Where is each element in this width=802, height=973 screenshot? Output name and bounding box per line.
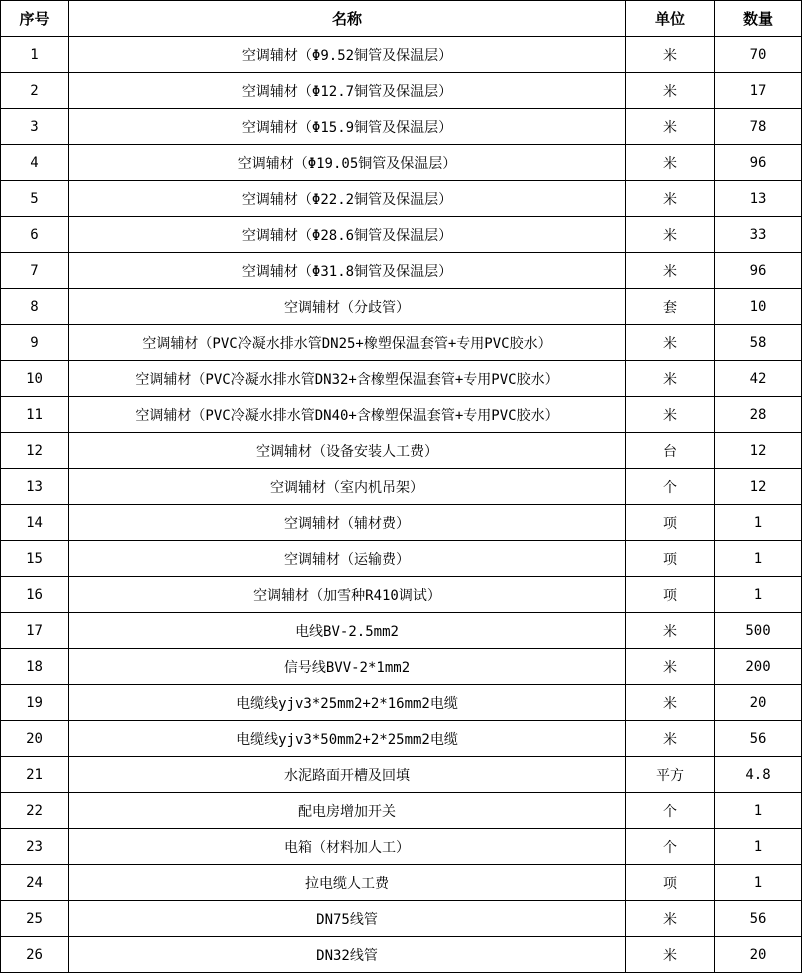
table-row [1,37,802,73]
row-number-cell: 22 [1,793,69,829]
row-number-cell: 7 [1,253,69,289]
item-name-cell: 空调辅材（Φ22.2铜管及保温层） [69,181,626,217]
item-name-cell: DN75线管 [69,901,626,937]
table-row [1,577,802,613]
row-number-cell: 6 [1,217,69,253]
table-row [1,613,802,649]
quantity-cell: 13 [715,181,802,217]
row-number-cell: 10 [1,361,69,397]
quantity-cell: 58 [715,325,802,361]
table-row [1,361,802,397]
unit-cell: 米 [626,721,715,757]
row-number-cell: 26 [1,937,69,973]
table-row [1,541,802,577]
row-number-cell: 20 [1,721,69,757]
table-row [1,685,802,721]
unit-cell: 米 [626,145,715,181]
table-row [1,73,802,109]
quantity-cell: 78 [715,109,802,145]
quantity-cell: 33 [715,217,802,253]
table-body [1,37,802,973]
unit-cell: 项 [626,577,715,613]
unit-cell: 项 [626,541,715,577]
item-name-cell: 空调辅材（Φ31.8铜管及保温层） [69,253,626,289]
row-number-cell: 8 [1,289,69,325]
item-name-cell: 空调辅材（Φ12.7铜管及保温层） [69,73,626,109]
table-row [1,865,802,901]
quantity-cell: 20 [715,937,802,973]
table-row [1,397,802,433]
row-number-cell: 25 [1,901,69,937]
table-row [1,793,802,829]
item-name-cell: 空调辅材（室内机吊架） [69,469,626,505]
unit-cell: 米 [626,253,715,289]
unit-cell: 米 [626,397,715,433]
table-row [1,217,802,253]
unit-cell: 米 [626,649,715,685]
unit-cell: 米 [626,685,715,721]
quantity-cell: 200 [715,649,802,685]
row-number-cell: 24 [1,865,69,901]
row-number-cell: 18 [1,649,69,685]
table-row [1,721,802,757]
item-name-cell: 电线BV-2.5mm2 [69,613,626,649]
table-row [1,253,802,289]
row-number-cell: 17 [1,613,69,649]
row-number-cell: 11 [1,397,69,433]
table-row [1,145,802,181]
row-number-cell: 15 [1,541,69,577]
item-name-cell: 空调辅材（Φ9.52铜管及保温层） [69,37,626,73]
quantity-cell: 1 [715,829,802,865]
row-number-cell: 23 [1,829,69,865]
header-no: 序号 [1,1,69,37]
unit-cell: 米 [626,361,715,397]
header-row [1,1,802,37]
row-number-cell: 2 [1,73,69,109]
quantity-cell: 1 [715,865,802,901]
row-number-cell: 4 [1,145,69,181]
quantity-cell: 56 [715,721,802,757]
item-name-cell: 电缆线yjv3*25mm2+2*16mm2电缆 [69,685,626,721]
item-name-cell: 空调辅材（Φ28.6铜管及保温层） [69,217,626,253]
quantity-cell: 1 [715,541,802,577]
unit-cell: 台 [626,433,715,469]
header-unit: 单位 [626,1,715,37]
row-number-cell: 13 [1,469,69,505]
unit-cell: 平方 [626,757,715,793]
unit-cell: 米 [626,325,715,361]
table-row [1,469,802,505]
item-name-cell: 电缆线yjv3*50mm2+2*25mm2电缆 [69,721,626,757]
quantity-cell: 10 [715,289,802,325]
item-name-cell: 配电房增加开关 [69,793,626,829]
unit-cell: 米 [626,181,715,217]
item-name-cell: 电箱（材料加人工） [69,829,626,865]
table-row [1,937,802,973]
item-name-cell: 水泥路面开槽及回填 [69,757,626,793]
unit-cell: 米 [626,937,715,973]
item-name-cell: 信号线BVV-2*1mm2 [69,649,626,685]
quantity-cell: 28 [715,397,802,433]
table-row [1,325,802,361]
item-name-cell: 空调辅材（Φ15.9铜管及保温层） [69,109,626,145]
table-row [1,109,802,145]
item-name-cell: 空调辅材（PVC冷凝水排水管DN25+橡塑保温套管+专用PVC胶水） [69,325,626,361]
unit-cell: 项 [626,505,715,541]
quantity-cell: 42 [715,361,802,397]
row-number-cell: 12 [1,433,69,469]
header-name: 名称 [69,1,626,37]
table-row [1,829,802,865]
unit-cell: 米 [626,217,715,253]
unit-cell: 个 [626,793,715,829]
item-name-cell: DN32线管 [69,937,626,973]
table-row [1,757,802,793]
unit-cell: 米 [626,37,715,73]
item-name-cell: 空调辅材（Φ19.05铜管及保温层） [69,145,626,181]
item-name-cell: 空调辅材（设备安装人工费） [69,433,626,469]
item-name-cell: 空调辅材（辅材费） [69,505,626,541]
row-number-cell: 19 [1,685,69,721]
quantity-cell: 96 [715,145,802,181]
quantity-cell: 96 [715,253,802,289]
table-row [1,289,802,325]
item-name-cell: 空调辅材（PVC冷凝水排水管DN32+含橡塑保温套管+专用PVC胶水） [69,361,626,397]
row-number-cell: 3 [1,109,69,145]
item-name-cell: 空调辅材（PVC冷凝水排水管DN40+含橡塑保温套管+专用PVC胶水） [69,397,626,433]
quantity-cell: 56 [715,901,802,937]
item-name-cell: 空调辅材（分歧管） [69,289,626,325]
table-row [1,901,802,937]
table-row [1,181,802,217]
quantity-cell: 1 [715,505,802,541]
quantity-cell: 500 [715,613,802,649]
row-number-cell: 9 [1,325,69,361]
table-row [1,649,802,685]
quantity-cell: 17 [715,73,802,109]
quantity-cell: 4.8 [715,757,802,793]
item-name-cell: 拉电缆人工费 [69,865,626,901]
quantity-cell: 12 [715,469,802,505]
unit-cell: 项 [626,865,715,901]
unit-cell: 米 [626,73,715,109]
row-number-cell: 14 [1,505,69,541]
unit-cell: 个 [626,469,715,505]
table-row [1,505,802,541]
unit-cell: 米 [626,613,715,649]
quantity-cell: 70 [715,37,802,73]
row-number-cell: 1 [1,37,69,73]
unit-cell: 套 [626,289,715,325]
quantity-cell: 20 [715,685,802,721]
item-name-cell: 空调辅材（加雪种R410调试） [69,577,626,613]
quantity-cell: 1 [715,577,802,613]
row-number-cell: 5 [1,181,69,217]
table-row [1,433,802,469]
unit-cell: 米 [626,901,715,937]
quantity-cell: 1 [715,793,802,829]
table-header [1,1,802,37]
header-qty: 数量 [715,1,802,37]
unit-cell: 个 [626,829,715,865]
row-number-cell: 21 [1,757,69,793]
item-name-cell: 空调辅材（运输费） [69,541,626,577]
quantity-cell: 12 [715,433,802,469]
row-number-cell: 16 [1,577,69,613]
unit-cell: 米 [626,109,715,145]
